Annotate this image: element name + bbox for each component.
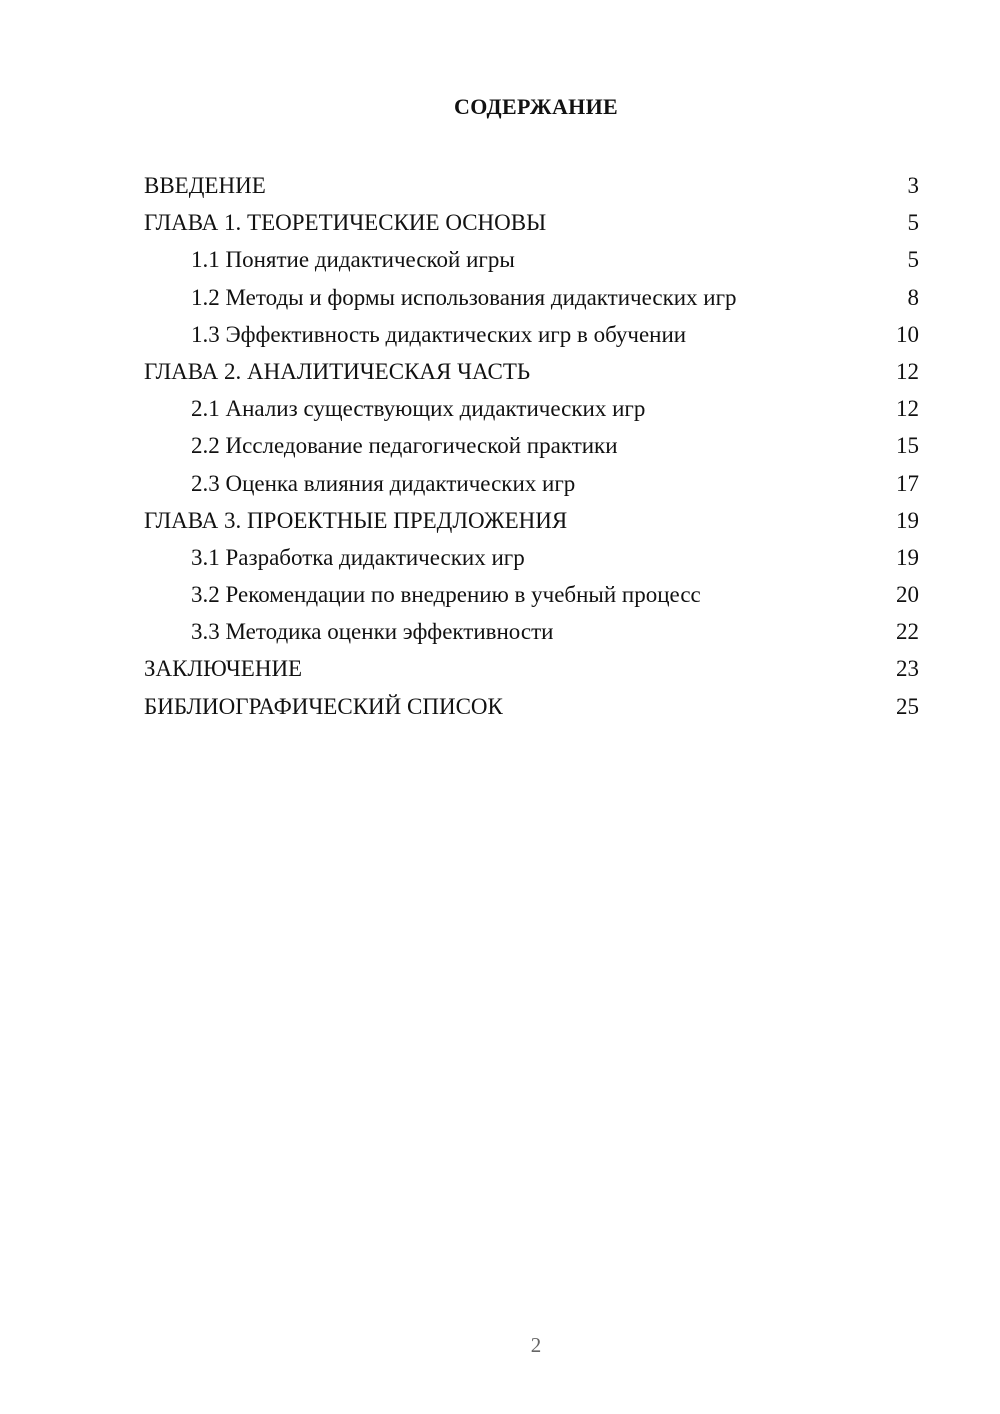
toc-entry-label: ЗАКЛЮЧЕНИЕ (144, 656, 303, 682)
toc-entry-label: 1.1 Понятие дидактической игры (191, 247, 515, 273)
toc-entry-page: 3 (907, 173, 919, 198)
toc-entry-label: 1.3 Эффективность дидактических игр в обучении (191, 321, 687, 347)
toc-entry-page: 15 (896, 433, 919, 459)
toc-entry-page: 25 (896, 693, 919, 719)
toc-entry-page: 12 (896, 358, 919, 384)
toc-section-entry (144, 465, 919, 502)
toc-entry-label: 2.3 Оценка влияния дидактических игр (191, 470, 576, 496)
toc-entry-page: 19 (896, 507, 919, 533)
toc-entry-label: БИБЛИОГРАФИЧЕСКИЙ СПИСОК (144, 693, 503, 719)
toc-entry-label: 2.1 Анализ существующих дидактических игр (191, 396, 646, 422)
page-title: СОДЕРЖАНИЕ (454, 94, 618, 119)
toc-chapter-entry (144, 204, 919, 241)
toc-entry-label: 3.2 Рекомендации по внедрению в учебный процесс (191, 582, 701, 608)
toc-entry-page: 23 (896, 656, 919, 682)
toc-entry-page: 17 (896, 470, 919, 496)
toc-entry-label: ГЛАВА 2. АНАЛИТИЧЕСКАЯ ЧАСТЬ (144, 358, 531, 384)
toc-chapter-entry (144, 688, 919, 725)
toc-chapter-entry (144, 167, 919, 204)
toc-section-entry (144, 390, 919, 427)
toc-section-entry (144, 613, 919, 650)
toc-section-entry (144, 539, 919, 576)
toc-section-entry (144, 576, 919, 613)
toc-entry-page: 5 (907, 247, 919, 273)
toc-entry-page: 22 (896, 619, 919, 645)
toc-entry-label: ГЛАВА 1. ТЕОРЕТИЧЕСКИЕ ОСНОВЫ (144, 210, 547, 236)
toc-chapter-entry (144, 353, 919, 390)
toc-entry-label: 1.2 Методы и формы использования дидактических игр (191, 284, 737, 310)
toc-entry-page: 20 (896, 582, 919, 608)
toc-entry-page: 10 (896, 321, 919, 347)
toc-section-entry (144, 279, 919, 316)
table-of-contents (144, 167, 919, 725)
toc-section-entry (144, 427, 919, 464)
toc-entry-label: 3.3 Методика оценки эффективности (191, 619, 554, 645)
toc-chapter-entry (144, 502, 919, 539)
toc-chapter-entry (144, 650, 919, 687)
page-number: 2 (530, 1333, 542, 1357)
toc-entry-page: 5 (907, 210, 919, 236)
toc-entry-page: 19 (896, 544, 919, 570)
toc-entry-label: ВВЕДЕНИЕ (144, 173, 266, 198)
toc-section-entry (144, 241, 919, 278)
toc-entry-page: 8 (907, 284, 919, 310)
toc-entry-label: 2.2 Исследование педагогической практики (191, 433, 618, 459)
toc-section-entry (144, 316, 919, 353)
toc-entry-label: 3.1 Разработка дидактических игр (191, 544, 525, 570)
toc-entry-label: ГЛАВА 3. ПРОЕКТНЫЕ ПРЕДЛОЖЕНИЯ (144, 507, 568, 533)
toc-entry-page: 12 (896, 396, 919, 422)
